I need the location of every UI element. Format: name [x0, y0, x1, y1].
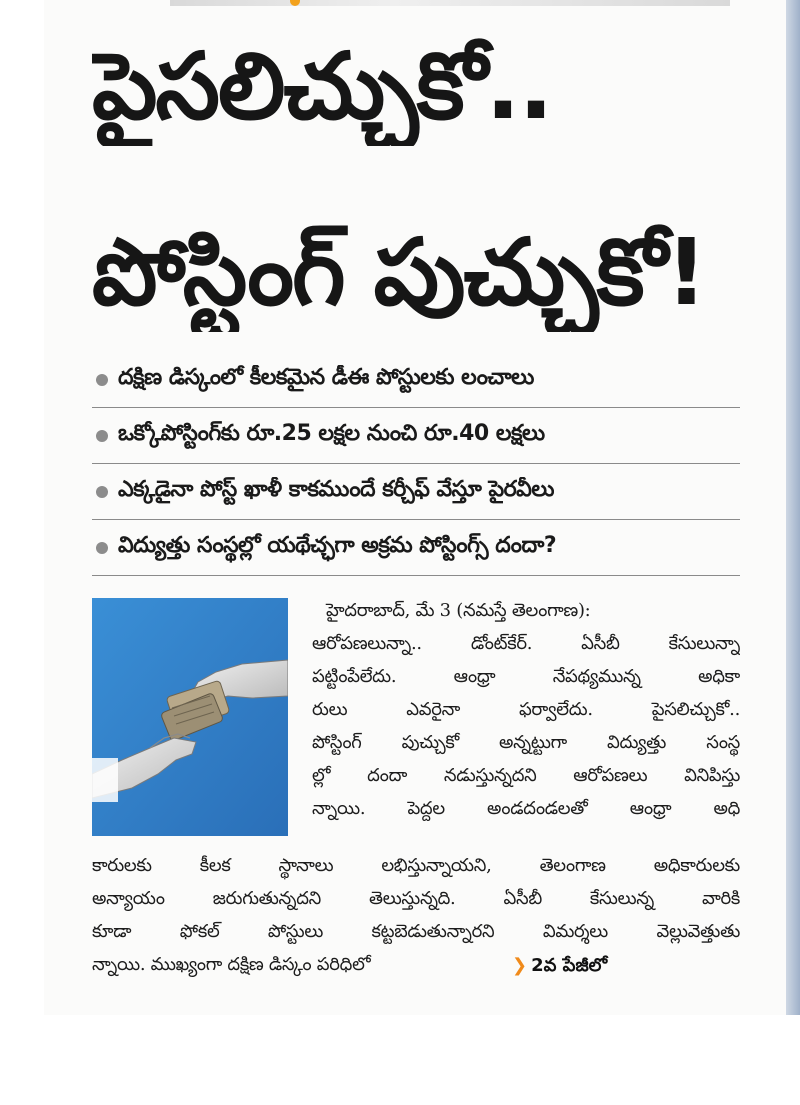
article-body-line: న్నాయి. పెద్దల అండదండలతో ఆంధ్రా అధి — [312, 798, 740, 819]
chevron-right-icon: ❯ — [512, 955, 528, 976]
bullet-dot-icon — [96, 486, 108, 498]
article-body-line: కూడా ఫోకల్ పోస్టులు కట్టబెడుతున్నారని విమర్శలు వెల్లువెత్తుతు — [92, 921, 740, 942]
article-body-line: న్నాయి. ముఖ్యంగా దక్షిణ డిస్కం పరిధిలో — [92, 954, 371, 975]
top-strip — [170, 0, 730, 6]
continued-label: 2వ పేజీలో — [531, 955, 608, 976]
bullet-dot-icon — [96, 374, 108, 386]
continued-on-page — [512, 955, 607, 980]
bribe-photo — [92, 598, 288, 836]
bullet-text: విద్యుత్తు సంస్థల్లో యథేచ్ఛగా అక్రమ పోస్టింగ్స్ దందా? — [118, 532, 557, 558]
bullet-list — [92, 352, 740, 576]
article-body-line: ఆరోపణలున్నా.. డోంట్‌కేర్. ఏసీబీ కేసులున్నా — [312, 633, 740, 654]
headline-line-1: పైసలిచ్చుకో.. — [92, 33, 552, 140]
article-body-line: హైదరాబాద్, మే 3 (నమస్తే తెలంగాణ): — [326, 600, 591, 621]
bullet-item — [92, 520, 740, 576]
bullet-dot-icon — [96, 430, 108, 442]
article-body-line: రులు ఎవరైనా ఫర్వాలేదు. పైసలిచ్చుకో.. — [312, 699, 740, 720]
page-edge — [786, 0, 800, 1015]
article-body-line: కారులకు కీలక స్థానాలు లభిస్తున్నాయని, తెలంగాణ అధికారులకు — [92, 855, 740, 876]
bullet-item — [92, 464, 740, 520]
headline-line-2: పోస్టింగ్ పుచ్చుకో! — [92, 219, 706, 326]
bullet-text: దక్షిణ డిస్కంలో కీలకమైన డీఈ పోస్టులకు లంచాలు — [118, 364, 534, 390]
bullet-dot-icon — [96, 542, 108, 554]
bullet-text: ఒక్కోపోస్టింగ్‌కు రూ.25 లక్షల నుంచి రూ.40 లక్షలు — [118, 420, 545, 446]
article-body-line: పోస్టింగ్ పుచ్చుకో అన్నట్టుగా విద్యుత్తు సంస్థ — [312, 732, 740, 753]
article-body-line: అన్యాయం జరుగుతున్నదని తెలుస్తున్నది. ఏసీబీ కేసులున్న వారికి — [92, 888, 740, 909]
bullet-item — [92, 352, 740, 408]
article-body-line: ల్లో దందా నడుస్తున్నదని ఆరోపణలు వినిపిస్తు — [312, 765, 740, 786]
article-body-line: పట్టింపేలేదు. ఆంధ్రా నేపథ్యమున్న అధికా — [312, 666, 740, 687]
bullet-text: ఎక్కడైనా పోస్ట్ ఖాళీ కాకముందే కర్చీఫ్ వేస్తూ పైరవీలు — [118, 476, 555, 502]
bullet-item — [92, 408, 740, 464]
